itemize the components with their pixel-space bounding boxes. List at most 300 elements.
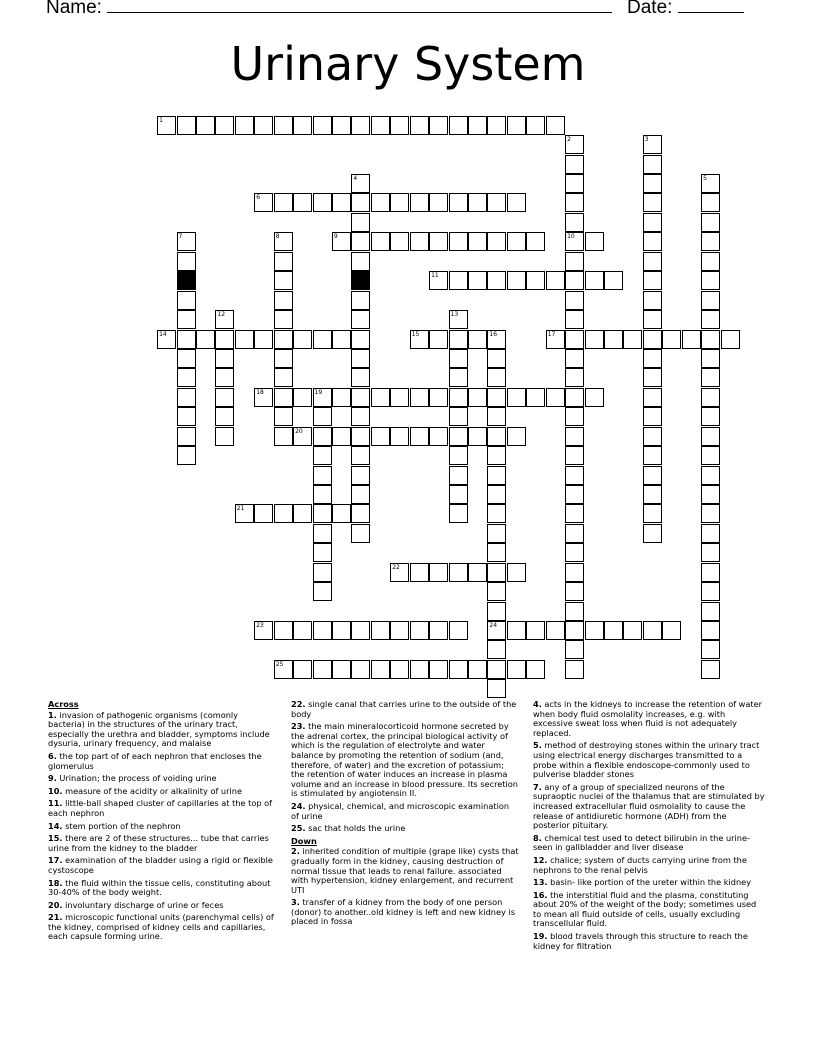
grid-cell[interactable]: [565, 291, 584, 310]
grid-cell[interactable]: [643, 135, 662, 154]
grid-cell[interactable]: [332, 232, 351, 251]
grid-cell[interactable]: [565, 135, 584, 154]
grid-cell[interactable]: [254, 621, 273, 640]
clue-item: [533, 856, 765, 875]
grid-cell[interactable]: [487, 485, 506, 504]
grid-cell[interactable]: [565, 310, 584, 329]
grid-cell[interactable]: [351, 466, 370, 485]
grid-cell[interactable]: [215, 310, 234, 329]
grid-cell[interactable]: [585, 330, 604, 349]
grid-cell[interactable]: [313, 660, 332, 679]
grid-cell[interactable]: [701, 291, 720, 310]
grid-cell[interactable]: [565, 504, 584, 523]
grid-cell[interactable]: [429, 427, 448, 446]
grid-cell[interactable]: [487, 349, 506, 368]
grid-cell[interactable]: [410, 232, 429, 251]
grid-cell[interactable]: [623, 621, 642, 640]
grid-cell[interactable]: [565, 446, 584, 465]
grid-cell[interactable]: [293, 621, 312, 640]
grid-cell[interactable]: [410, 563, 429, 582]
grid-cell[interactable]: [449, 368, 468, 387]
grid-cell[interactable]: [565, 524, 584, 543]
grid-cell[interactable]: [526, 232, 545, 251]
grid-cell[interactable]: [332, 427, 351, 446]
grid-cell[interactable]: [351, 407, 370, 426]
grid-cell[interactable]: [487, 602, 506, 621]
grid-cell[interactable]: [313, 407, 332, 426]
grid-cell[interactable]: [449, 388, 468, 407]
grid-cell[interactable]: [701, 368, 720, 387]
grid-cell[interactable]: [643, 466, 662, 485]
grid-cell[interactable]: [623, 330, 642, 349]
grid-cell[interactable]: [390, 621, 409, 640]
grid-cell[interactable]: [390, 232, 409, 251]
grid-cell[interactable]: [254, 504, 273, 523]
grid-cell[interactable]: [487, 116, 506, 135]
grid-cell[interactable]: [487, 330, 506, 349]
grid-cell[interactable]: [313, 485, 332, 504]
grid-cell[interactable]: [468, 563, 487, 582]
grid-cell[interactable]: [585, 232, 604, 251]
grid-cell[interactable]: [215, 427, 234, 446]
grid-cell[interactable]: [701, 252, 720, 271]
grid-cell[interactable]: [701, 485, 720, 504]
grid-cell[interactable]: [313, 582, 332, 601]
grid-cell[interactable]: [701, 602, 720, 621]
grid-cell[interactable]: [487, 388, 506, 407]
grid-cell[interactable]: [274, 388, 293, 407]
grid-cell[interactable]: [546, 330, 565, 349]
grid-cell[interactable]: [429, 388, 448, 407]
grid-cell[interactable]: [274, 427, 293, 446]
grid-cell[interactable]: [643, 407, 662, 426]
grid-cell[interactable]: [274, 368, 293, 387]
grid-cell[interactable]: [701, 504, 720, 523]
grid-cell[interactable]: [507, 271, 526, 290]
grid-cell[interactable]: [487, 640, 506, 659]
grid-cell[interactable]: [351, 116, 370, 135]
grid-cell[interactable]: [565, 543, 584, 562]
grid-cell[interactable]: [546, 116, 565, 135]
grid-cell[interactable]: [487, 466, 506, 485]
grid-cell[interactable]: [177, 291, 196, 310]
grid-cell[interactable]: [332, 388, 351, 407]
grid-cell[interactable]: [351, 174, 370, 193]
grid-cell[interactable]: [487, 407, 506, 426]
grid-cell[interactable]: [371, 621, 390, 640]
grid-cell[interactable]: [177, 368, 196, 387]
grid-cell[interactable]: [487, 504, 506, 523]
grid-cell[interactable]: [662, 621, 681, 640]
grid-cell[interactable]: [643, 310, 662, 329]
grid-cell[interactable]: [429, 660, 448, 679]
grid-cell[interactable]: [313, 427, 332, 446]
grid-cell[interactable]: [215, 388, 234, 407]
grid-cell[interactable]: [235, 116, 254, 135]
grid-cell[interactable]: [701, 174, 720, 193]
grid-cell[interactable]: [274, 407, 293, 426]
grid-cell[interactable]: [410, 330, 429, 349]
grid-cell[interactable]: [449, 116, 468, 135]
grid-cell[interactable]: [643, 504, 662, 523]
grid-cell[interactable]: [565, 193, 584, 212]
grid-cell[interactable]: [701, 582, 720, 601]
grid-cell[interactable]: [526, 271, 545, 290]
grid-cell[interactable]: [351, 252, 370, 271]
grid-cell[interactable]: [254, 116, 273, 135]
grid-cell[interactable]: [565, 582, 584, 601]
grid-cell[interactable]: [546, 621, 565, 640]
grid-cell[interactable]: [449, 660, 468, 679]
grid-cell[interactable]: [585, 388, 604, 407]
grid-cell[interactable]: [351, 485, 370, 504]
grid-cell[interactable]: [410, 388, 429, 407]
grid-cell[interactable]: [313, 466, 332, 485]
grid-cell[interactable]: [313, 116, 332, 135]
grid-cell[interactable]: [410, 660, 429, 679]
grid-cell[interactable]: [468, 232, 487, 251]
grid-cell[interactable]: [468, 271, 487, 290]
grid-cell[interactable]: [643, 446, 662, 465]
grid-cell[interactable]: [235, 504, 254, 523]
grid-cell[interactable]: [565, 407, 584, 426]
grid-cell[interactable]: [507, 563, 526, 582]
clue-text: little-ball shaped cluster of capillaries at the top of each nephron: [48, 798, 273, 818]
grid-cell[interactable]: [351, 291, 370, 310]
grid-cell[interactable]: [293, 504, 312, 523]
grid-cell[interactable]: [468, 427, 487, 446]
grid-cell[interactable]: [332, 621, 351, 640]
grid-cell[interactable]: [565, 271, 584, 290]
grid-cell[interactable]: [565, 563, 584, 582]
grid-cell[interactable]: [293, 193, 312, 212]
grid-cell[interactable]: [410, 621, 429, 640]
grid-cell[interactable]: [449, 310, 468, 329]
grid-cell[interactable]: [487, 232, 506, 251]
grid-cell[interactable]: [196, 330, 215, 349]
grid-cell[interactable]: [526, 660, 545, 679]
grid-cell[interactable]: [449, 349, 468, 368]
grid-cell[interactable]: [565, 232, 584, 251]
grid-cell[interactable]: [565, 388, 584, 407]
grid-cell[interactable]: [487, 582, 506, 601]
grid-cell[interactable]: [429, 232, 448, 251]
grid-cell[interactable]: [390, 660, 409, 679]
grid-cell[interactable]: [449, 427, 468, 446]
grid-cell[interactable]: [604, 271, 623, 290]
grid-cell[interactable]: [177, 349, 196, 368]
grid-cell[interactable]: [487, 193, 506, 212]
grid-cell[interactable]: [157, 330, 176, 349]
grid-cell[interactable]: [313, 504, 332, 523]
grid-cell[interactable]: [643, 388, 662, 407]
grid-cell[interactable]: [565, 485, 584, 504]
grid-cell[interactable]: [507, 621, 526, 640]
grid-cell[interactable]: [274, 271, 293, 290]
grid-cell[interactable]: [177, 252, 196, 271]
grid-cell[interactable]: [507, 388, 526, 407]
grid-cell[interactable]: [643, 271, 662, 290]
grid-cell[interactable]: [449, 504, 468, 523]
grid-cell[interactable]: [274, 621, 293, 640]
grid-cell[interactable]: [643, 291, 662, 310]
grid-cell[interactable]: [565, 640, 584, 659]
grid-cell[interactable]: [293, 388, 312, 407]
grid-cell[interactable]: [449, 621, 468, 640]
grid-cell[interactable]: [526, 116, 545, 135]
grid-cell[interactable]: [410, 193, 429, 212]
grid-cell[interactable]: [351, 193, 370, 212]
grid-cell[interactable]: [410, 116, 429, 135]
grid-cell[interactable]: [274, 291, 293, 310]
grid-cell[interactable]: [449, 232, 468, 251]
grid-cell[interactable]: [468, 660, 487, 679]
grid-cell[interactable]: [701, 524, 720, 543]
grid-cell[interactable]: [332, 193, 351, 212]
grid-cell[interactable]: [701, 446, 720, 465]
grid-cell[interactable]: [254, 388, 273, 407]
grid-cell[interactable]: [293, 116, 312, 135]
grid-cell[interactable]: [351, 660, 370, 679]
grid-cell[interactable]: [254, 193, 273, 212]
grid-cell[interactable]: [177, 232, 196, 251]
grid-cell[interactable]: [701, 271, 720, 290]
grid-cell[interactable]: [371, 116, 390, 135]
grid-cell[interactable]: [351, 349, 370, 368]
grid-cell[interactable]: [701, 640, 720, 659]
grid-cell[interactable]: [565, 602, 584, 621]
grid-cell[interactable]: [565, 213, 584, 232]
grid-cell[interactable]: [507, 116, 526, 135]
grid-cell[interactable]: [274, 504, 293, 523]
grid-cell[interactable]: [701, 232, 720, 251]
grid-cell[interactable]: [293, 660, 312, 679]
grid-cell[interactable]: [351, 388, 370, 407]
grid-cell[interactable]: [351, 330, 370, 349]
grid-cell[interactable]: [701, 621, 720, 640]
grid-cell[interactable]: [449, 330, 468, 349]
grid-cell[interactable]: [701, 193, 720, 212]
grid-cell[interactable]: [643, 427, 662, 446]
grid-cell[interactable]: [701, 349, 720, 368]
grid-cell[interactable]: [429, 621, 448, 640]
grid-cell[interactable]: [429, 193, 448, 212]
grid-cell[interactable]: [351, 446, 370, 465]
grid-cell[interactable]: [487, 660, 506, 679]
grid-cell[interactable]: [449, 563, 468, 582]
grid-cell[interactable]: [565, 621, 584, 640]
grid-cell[interactable]: [585, 271, 604, 290]
grid-cell[interactable]: [565, 368, 584, 387]
grid-cell[interactable]: [313, 543, 332, 562]
grid-cell[interactable]: [643, 621, 662, 640]
grid-cell[interactable]: [274, 660, 293, 679]
grid-cell[interactable]: [351, 427, 370, 446]
grid-cell[interactable]: [215, 349, 234, 368]
grid-cell[interactable]: [313, 563, 332, 582]
grid-cell[interactable]: [449, 446, 468, 465]
grid-cell[interactable]: [351, 310, 370, 329]
grid-cell[interactable]: [351, 368, 370, 387]
grid-cell[interactable]: [313, 388, 332, 407]
grid-cell[interactable]: [371, 388, 390, 407]
grid-cell[interactable]: [487, 524, 506, 543]
grid-cell[interactable]: [449, 407, 468, 426]
grid-cell[interactable]: [487, 621, 506, 640]
grid-cell[interactable]: [643, 155, 662, 174]
grid-cell[interactable]: [371, 232, 390, 251]
grid-cell[interactable]: [390, 427, 409, 446]
grid-cell[interactable]: [371, 660, 390, 679]
grid-cell[interactable]: [235, 330, 254, 349]
grid-cell[interactable]: [468, 116, 487, 135]
grid-cell[interactable]: [487, 563, 506, 582]
grid-cell[interactable]: [215, 368, 234, 387]
grid-cell[interactable]: [487, 446, 506, 465]
grid-cell[interactable]: [643, 232, 662, 251]
grid-cell[interactable]: [526, 621, 545, 640]
grid-cell[interactable]: [643, 174, 662, 193]
grid-cell[interactable]: [332, 660, 351, 679]
grid-cell[interactable]: [604, 330, 623, 349]
grid-cell[interactable]: [468, 193, 487, 212]
grid-cell[interactable]: [274, 116, 293, 135]
grid-cell[interactable]: [274, 193, 293, 212]
grid-cell[interactable]: [449, 485, 468, 504]
grid-cell[interactable]: [390, 388, 409, 407]
grid-cell[interactable]: [274, 232, 293, 251]
grid-cell[interactable]: [274, 252, 293, 271]
grid-cell[interactable]: [643, 193, 662, 212]
grid-cell[interactable]: [468, 330, 487, 349]
grid-cell[interactable]: [215, 407, 234, 426]
grid-cell[interactable]: [313, 621, 332, 640]
grid-cell[interactable]: [701, 563, 720, 582]
grid-cell[interactable]: [701, 543, 720, 562]
grid-cell[interactable]: [662, 330, 681, 349]
clue-item: [533, 700, 765, 738]
grid-cell[interactable]: [721, 330, 740, 349]
grid-cell[interactable]: [701, 330, 720, 349]
grid-cell[interactable]: [177, 407, 196, 426]
grid-cell[interactable]: [604, 621, 623, 640]
grid-cell[interactable]: [701, 660, 720, 679]
grid-cell[interactable]: [487, 427, 506, 446]
grid-cell[interactable]: [351, 232, 370, 251]
grid-cell[interactable]: [643, 213, 662, 232]
grid-cell[interactable]: [351, 213, 370, 232]
grid-cell[interactable]: [449, 193, 468, 212]
grid-cell[interactable]: [487, 679, 506, 698]
grid-cell[interactable]: [371, 193, 390, 212]
grid-cell[interactable]: [701, 388, 720, 407]
grid-cell[interactable]: [351, 504, 370, 523]
grid-cell[interactable]: [429, 563, 448, 582]
grid-cell[interactable]: [157, 116, 176, 135]
grid-cell[interactable]: [643, 368, 662, 387]
grid-cell[interactable]: [429, 271, 448, 290]
grid-cell[interactable]: [274, 349, 293, 368]
grid-cell[interactable]: [429, 116, 448, 135]
grid-cell[interactable]: [701, 427, 720, 446]
grid-cell[interactable]: [390, 116, 409, 135]
grid-cell[interactable]: [507, 193, 526, 212]
grid-cell[interactable]: [215, 116, 234, 135]
grid-cell[interactable]: [449, 466, 468, 485]
grid-cell[interactable]: [254, 330, 273, 349]
grid-cell[interactable]: [701, 466, 720, 485]
grid-cell[interactable]: [429, 330, 448, 349]
grid-cell[interactable]: [487, 271, 506, 290]
grid-cell[interactable]: [682, 330, 701, 349]
grid-cell[interactable]: [293, 330, 312, 349]
grid-cell[interactable]: [643, 330, 662, 349]
grid-cell[interactable]: [332, 116, 351, 135]
grid-cell[interactable]: [565, 427, 584, 446]
grid-cell[interactable]: [390, 193, 409, 212]
grid-cell[interactable]: [274, 330, 293, 349]
grid-cell[interactable]: [410, 427, 429, 446]
grid-cell[interactable]: [565, 252, 584, 271]
grid-cell[interactable]: [351, 621, 370, 640]
grid-cell[interactable]: [351, 524, 370, 543]
grid-cell[interactable]: [390, 563, 409, 582]
grid-cell[interactable]: [585, 621, 604, 640]
grid-cell[interactable]: [313, 330, 332, 349]
grid-cell[interactable]: [215, 330, 234, 349]
grid-cell[interactable]: [449, 271, 468, 290]
grid-cell[interactable]: [507, 660, 526, 679]
grid-cell[interactable]: [546, 388, 565, 407]
grid-cell[interactable]: [526, 388, 545, 407]
grid-cell[interactable]: [177, 116, 196, 135]
grid-cell[interactable]: [565, 174, 584, 193]
grid-cell[interactable]: [293, 427, 312, 446]
grid-cell[interactable]: [468, 388, 487, 407]
grid-cell[interactable]: [507, 232, 526, 251]
grid-cell[interactable]: [546, 271, 565, 290]
grid-cell[interactable]: [196, 116, 215, 135]
grid-cell[interactable]: [313, 446, 332, 465]
grid-cell[interactable]: [565, 155, 584, 174]
grid-cell[interactable]: [565, 660, 584, 679]
grid-cell[interactable]: [643, 524, 662, 543]
grid-cell[interactable]: [565, 330, 584, 349]
grid-cell[interactable]: [643, 485, 662, 504]
grid-cell[interactable]: [487, 543, 506, 562]
grid-cell[interactable]: [177, 446, 196, 465]
grid-cell[interactable]: [332, 330, 351, 349]
grid-cell[interactable]: [701, 407, 720, 426]
grid-cell[interactable]: [643, 252, 662, 271]
grid-cell[interactable]: [332, 504, 351, 523]
grid-cell[interactable]: [177, 310, 196, 329]
grid-cell[interactable]: [177, 330, 196, 349]
grid-cell[interactable]: [313, 524, 332, 543]
grid-cell[interactable]: [701, 310, 720, 329]
grid-cell[interactable]: [274, 310, 293, 329]
grid-cell[interactable]: [371, 427, 390, 446]
grid-cell[interactable]: [487, 368, 506, 387]
grid-cell[interactable]: [177, 388, 196, 407]
grid-cell[interactable]: [701, 213, 720, 232]
grid-cell[interactable]: [565, 466, 584, 485]
grid-cell[interactable]: [507, 427, 526, 446]
grid-cell[interactable]: [643, 349, 662, 368]
grid-cell[interactable]: [565, 349, 584, 368]
grid-cell[interactable]: [177, 427, 196, 446]
grid-cell[interactable]: [313, 193, 332, 212]
